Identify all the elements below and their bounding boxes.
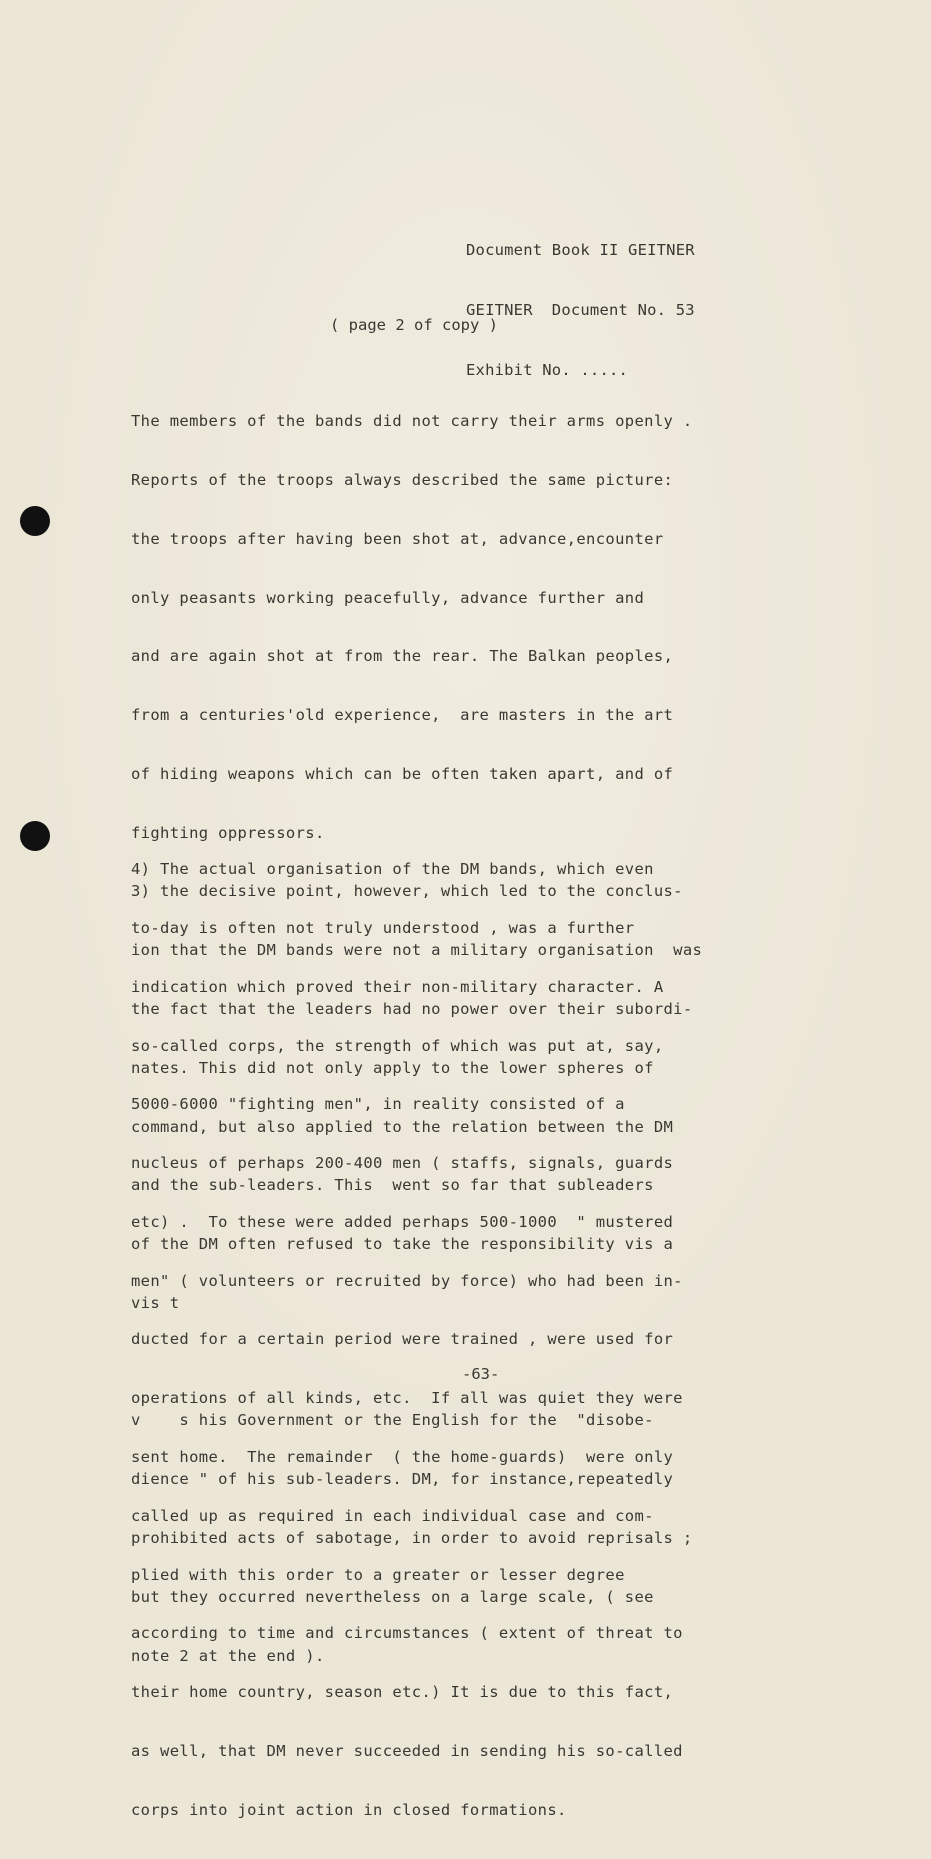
- text-line: of hiding weapons which can be often taken apart, and of: [131, 764, 674, 783]
- text-line: operations of all kinds, etc. If all was quiet they were: [131, 1389, 683, 1408]
- text-line: dience " of his sub-leaders. DM, for instance,repeatedly: [131, 1470, 674, 1489]
- text-line: etc) . To these were added perhaps 500-1000 " mustered: [131, 1212, 674, 1231]
- text-line: 3) the decisive point, however, which led to the conclus-: [131, 882, 683, 901]
- text-line: The members of the bands did not carry their arms openly .: [131, 412, 693, 431]
- text-line: indication which proved their non-military character. A: [131, 977, 664, 996]
- text-line: only peasants working peacefully, advance further and: [131, 588, 645, 607]
- paragraph-2: [131, 821, 683, 1859]
- text-line: the fact that the leaders had no power over their subordi-: [131, 1000, 693, 1018]
- text-line: from a centuries'old experience, are masters in the art: [131, 706, 674, 725]
- text-line: and the sub-leaders. This went so far that subleaders: [131, 1176, 654, 1195]
- punch-hole: [20, 821, 50, 851]
- text-line: prohibited acts of sabotage, in order to avoid reprisals ;: [131, 1529, 693, 1548]
- text-line: nates. This did not only apply to the lower spheres of: [131, 1058, 654, 1077]
- text-line: called up as required in each individual case and com-: [131, 1506, 654, 1525]
- text-line: fighting oppressors.: [131, 823, 325, 842]
- text-line: their home country, season etc.) It is due to this fact,: [131, 1683, 674, 1702]
- text-line: as well, that DM never succeeded in sending his so-called: [131, 1741, 683, 1760]
- text-line: of the DM often refused to take the responsibility vis a: [131, 1235, 674, 1254]
- text-line: command, but also applied to the relation between the DM: [131, 1117, 674, 1136]
- text-line: but they occurred nevertheless on a large scale, ( see: [131, 1587, 654, 1606]
- text-line: ducted for a certain period were trained , were used for: [131, 1330, 674, 1349]
- text-line: and are again shot at from the rear. The Balkan peoples,: [131, 647, 674, 666]
- text-line: according to time and circumstances ( extent of threat to: [131, 1624, 683, 1643]
- punch-hole: [20, 506, 50, 536]
- text-line: 5000-6000 "fighting men", in reality consisted of a: [131, 1095, 625, 1114]
- text-line: 4) The actual organisation of the DM bands, which even: [131, 860, 654, 879]
- text-line: men" ( volunteers or recruited by force) who had been in-: [131, 1271, 683, 1290]
- text-line: ion that the DM bands were not a military organisation was: [131, 941, 703, 960]
- text-line: plied with this order to a greater or lesser degree: [131, 1565, 625, 1584]
- text-line: Reports of the troops always described the same picture:: [131, 470, 674, 489]
- header-line-exhibit: Exhibit No. .....: [466, 361, 629, 379]
- text-line: corps into joint action in closed formations.: [131, 1800, 567, 1819]
- header-line-document-number: GEITNER Document No. 53: [466, 301, 695, 319]
- text-line: note 2 at the end ).: [131, 1646, 325, 1665]
- page-copy-note: ( page 2 of copy ): [330, 316, 498, 334]
- page-number: -63-: [462, 1365, 500, 1383]
- text-line: v s his Government or the English for the "disobe-: [131, 1411, 654, 1430]
- text-line: vis t: [131, 1293, 180, 1312]
- text-line: sent home. The remainder ( the home-guards) were only: [131, 1448, 674, 1466]
- header-line-book: Document Book II GEITNER: [466, 241, 695, 259]
- text-line: the troops after having been shot at, advance,encounter: [131, 529, 664, 548]
- text-line: so-called corps, the strength of which was put at, say,: [131, 1036, 664, 1055]
- text-line: nucleus of perhaps 200-400 men ( staffs, signals, guards: [131, 1154, 674, 1173]
- text-line: to-day is often not truly understood , was a further: [131, 918, 635, 937]
